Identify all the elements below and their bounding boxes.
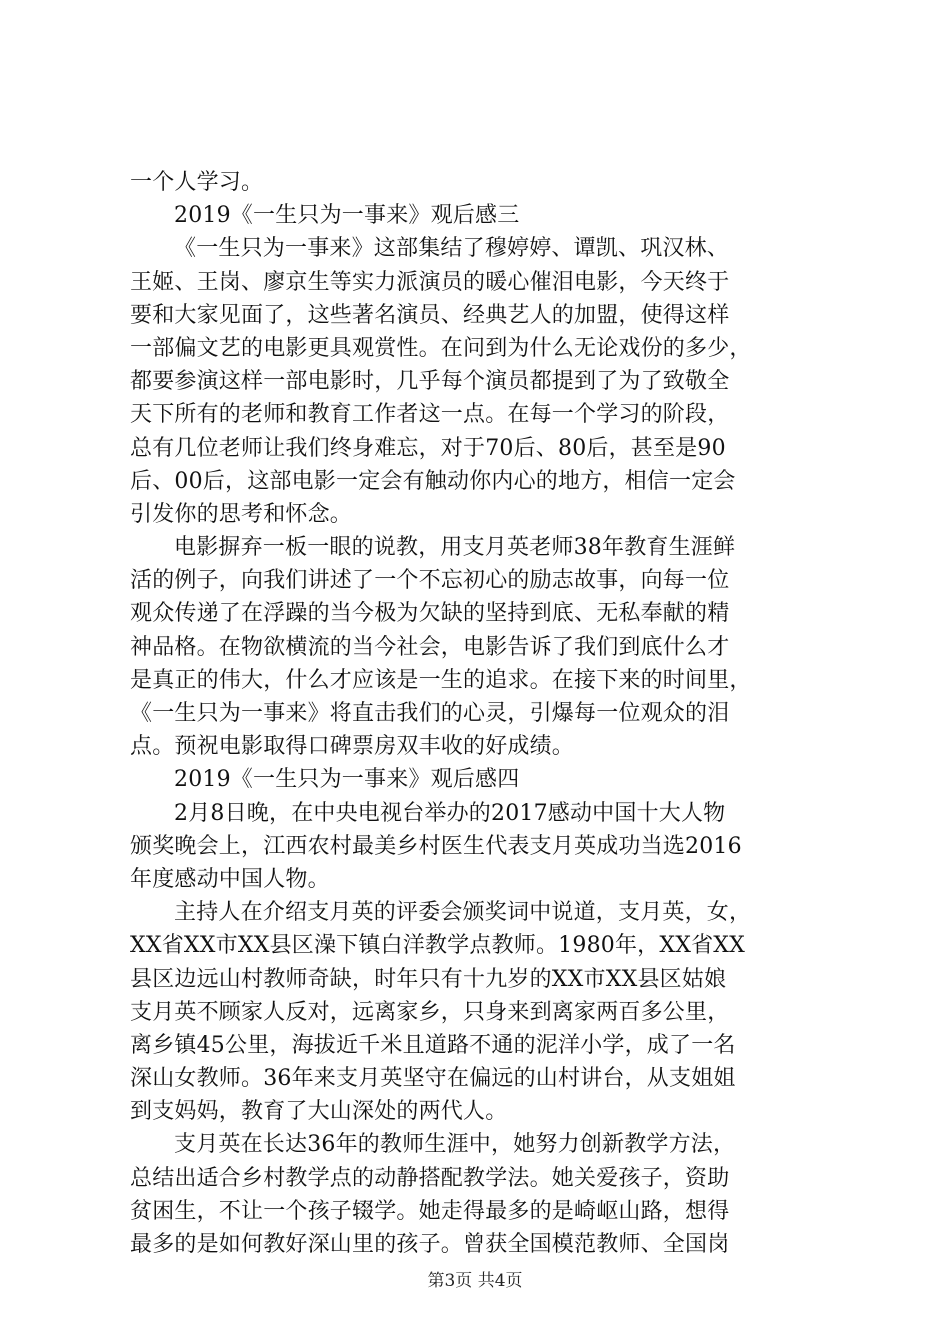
- text-line: 《一生只为一事来》这部集结了穆婷婷、谭凯、巩汉林、: [174, 236, 730, 262]
- text-line: 年度感动中国人物。: [130, 866, 330, 892]
- text-line: 天下所有的老师和教育工作者这一点。在每一个学习的阶段，: [130, 402, 730, 428]
- text-line: 《一生只为一事来》将直击我们的心灵，引爆每一位观众的泪: [130, 701, 730, 726]
- text-line: 神品格。在物欲横流的当今社会，电影告诉了我们到底什么才: [130, 634, 730, 660]
- text-line: 深山女教师。36年来支月英坚守在偏远的山村讲台，从支姐姐: [130, 1066, 736, 1092]
- section-heading-three: 2019《一生只为一事来》观后感三: [174, 203, 520, 229]
- text-line: XX省XX市XX县区澡下镇白洋教学点教师。1980年，XX省XX: [130, 933, 746, 959]
- text-line: 一个人学习。: [130, 170, 264, 195]
- text-line: 观众传递了在浮躁的当今极为欠缺的坚持到底、无私奉献的精: [130, 601, 730, 627]
- text-line: 颁奖晚会上，江西农村最美乡村医生代表支月英成功当选2016: [130, 833, 742, 859]
- text-line: 王姬、王岗、廖京生等实力派演员的暖心催泪电影，今天终于: [130, 269, 730, 295]
- text-line: 总结出适合乡村教学点的动静搭配教学法。她关爱孩子，资助: [130, 1165, 730, 1191]
- text-line: 到支妈妈，教育了大山深处的两代人。: [130, 1099, 508, 1125]
- text-line: 引发你的思考和怀念。: [130, 501, 353, 527]
- text-line: 贫困生，不让一个孩子辍学。她走得最多的是崎岖山路，想得: [130, 1198, 730, 1224]
- text-line: 离乡镇45公里，海拔近千米且道路不通的泥洋小学，成了一名: [130, 1032, 736, 1058]
- text-line: 总有几位老师让我们终身难忘，对于70后、80后，甚至是90: [130, 435, 726, 461]
- page-number-footer: 第3页 共4页: [427, 1271, 523, 1291]
- text-line: 活的例子，向我们讲述了一个不忘初心的励志故事，向每一位: [130, 568, 730, 594]
- text-line: 主持人在介绍支月英的评委会颁奖词中说道，支月英，女，: [174, 900, 752, 926]
- text-line: 支月英不顾家人反对，远离家乡，只身来到离家两百多公里，: [130, 999, 730, 1025]
- text-line: 2月8日晚，在中央电视台举办的2017感动中国十大人物: [174, 800, 726, 826]
- text-line: 最多的是如何教好深山里的孩子。曾获全国模范教师、全国岗: [130, 1232, 730, 1257]
- text-line: 要和大家见面了，这些著名演员、经典艺人的加盟，使得这样: [130, 302, 730, 328]
- body-text: [130, 166, 830, 1261]
- text-line: 一部偏文艺的电影更具观赏性。在问到为什么无论戏份的多少，: [130, 335, 752, 361]
- text-line: 县区边远山村教师奇缺，时年只有十九岁的XX市XX县区姑娘: [130, 966, 727, 992]
- text-line: 电影摒弃一板一眼的说教，用支月英老师38年教育生涯鲜: [174, 535, 736, 561]
- text-line: 都要参演这样一部电影时，几乎每个演员都提到了为了致敬全: [130, 369, 730, 395]
- section-heading-four: 2019《一生只为一事来》观后感四: [174, 767, 520, 793]
- text-line: 点。预祝电影取得口碑票房双丰收的好成绩。: [130, 734, 575, 760]
- text-line: 支月英在长达36年的教师生涯中，她努力创新教学方法，: [174, 1132, 736, 1158]
- text-line: 后、00后，这部电影一定会有触动你内心的地方，相信一定会: [130, 468, 736, 494]
- text-line: 是真正的伟大，什么才应该是一生的追求。在接下来的时间里，: [130, 667, 752, 693]
